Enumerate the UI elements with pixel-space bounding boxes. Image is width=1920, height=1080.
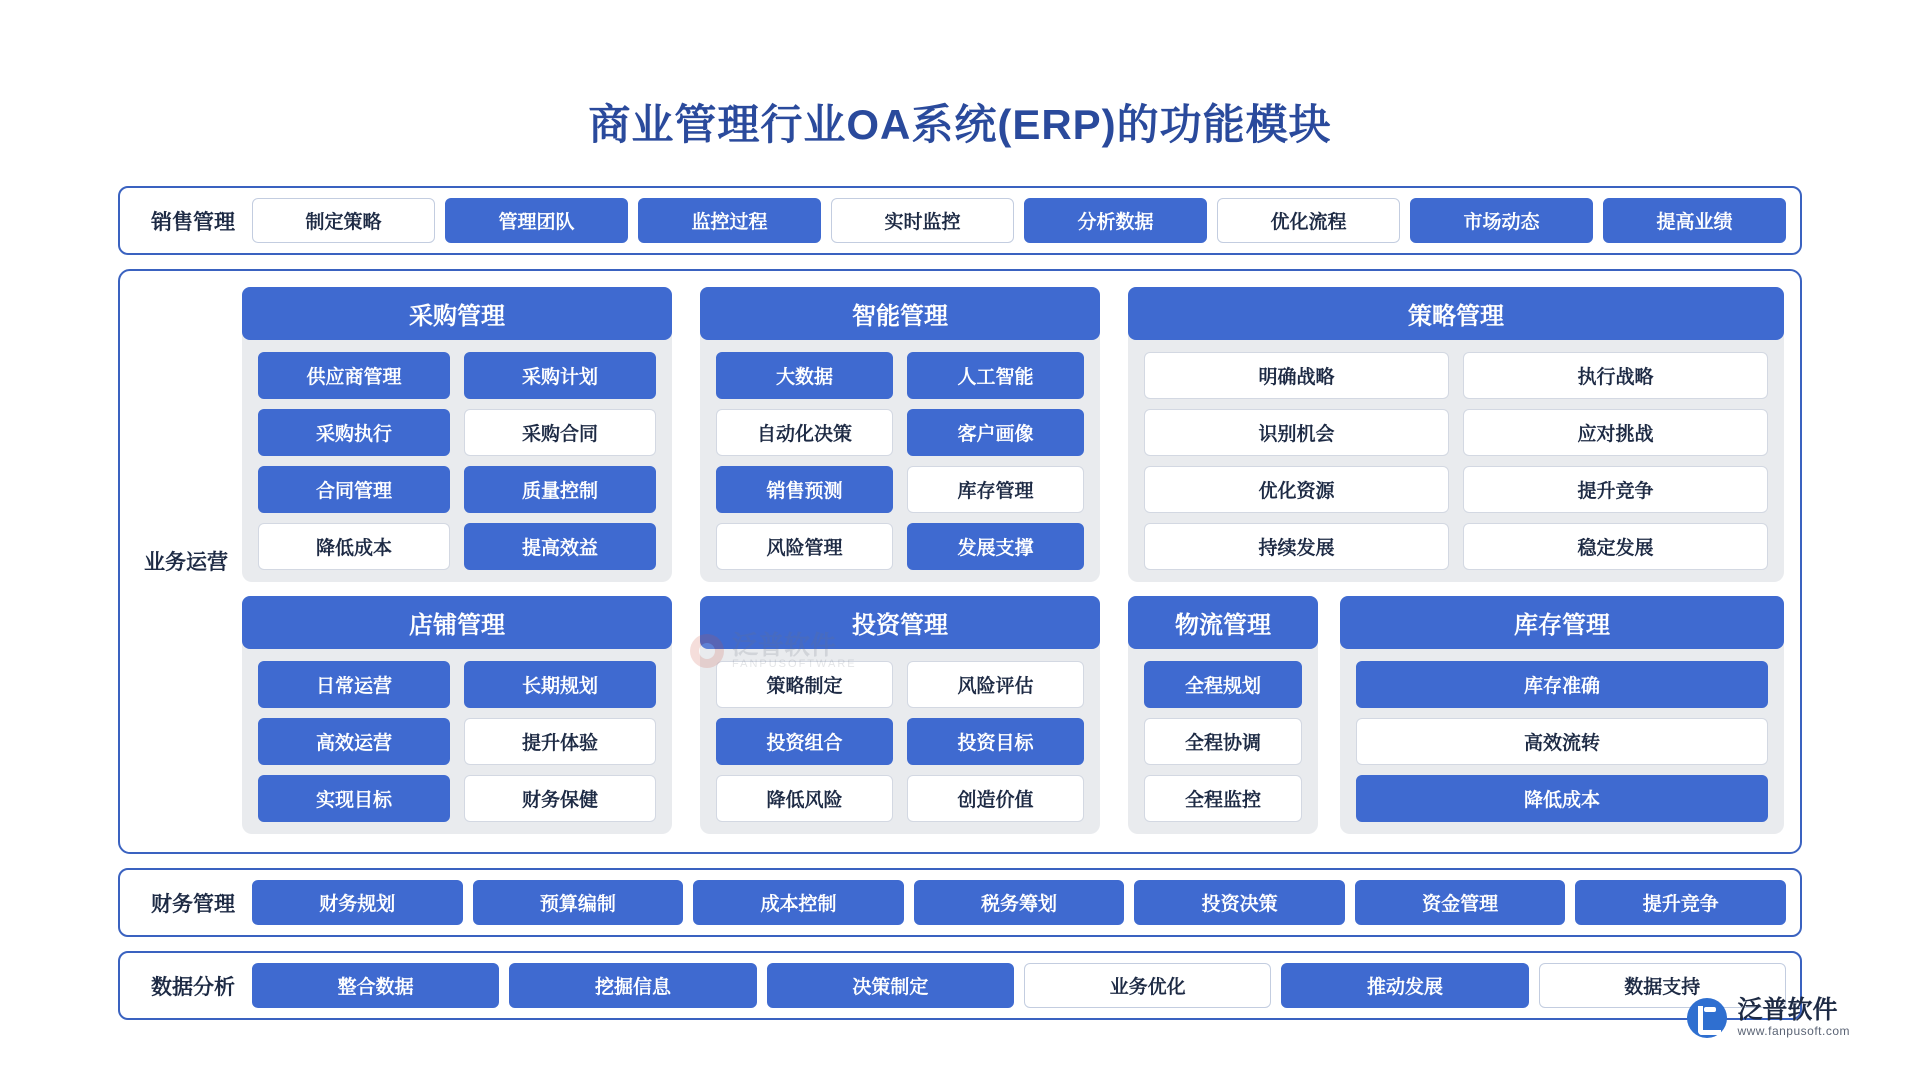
card-title-shop: 店铺管理: [242, 596, 672, 649]
purchase-item-6[interactable]: 质量控制: [464, 466, 656, 513]
data-analysis-items: [252, 963, 1786, 1008]
smart-item-8[interactable]: 发展支撑: [907, 523, 1084, 570]
strategy-item-8[interactable]: 稳定发展: [1463, 523, 1768, 570]
data-chip-5[interactable]: 推动发展: [1281, 963, 1528, 1008]
card-items-logistics: [1128, 661, 1318, 822]
data-chip-3[interactable]: 决策制定: [767, 963, 1014, 1008]
invest-item-4[interactable]: 投资目标: [907, 718, 1084, 765]
logistics-item-3[interactable]: 全程监控: [1144, 775, 1302, 822]
footer-logo: [1687, 997, 1850, 1038]
strategy-item-4[interactable]: 应对挑战: [1463, 409, 1768, 456]
logistics-item-2[interactable]: 全程协调: [1144, 718, 1302, 765]
finance-management-items: [252, 880, 1786, 925]
shop-item-5[interactable]: 实现目标: [258, 775, 450, 822]
smart-item-1[interactable]: 大数据: [716, 352, 893, 399]
sales-chip-5[interactable]: 分析数据: [1024, 198, 1207, 243]
finance-chip-1[interactable]: 财务规划: [252, 880, 463, 925]
finance-chip-2[interactable]: 预算编制: [473, 880, 684, 925]
strategy-item-3[interactable]: 识别机会: [1144, 409, 1449, 456]
finance-chip-4[interactable]: 税务筹划: [914, 880, 1125, 925]
strategy-item-7[interactable]: 持续发展: [1144, 523, 1449, 570]
smart-item-6[interactable]: 库存管理: [907, 466, 1084, 513]
company-logo-icon: [1687, 998, 1727, 1038]
sales-management-label: 销售管理: [151, 210, 235, 234]
business-operations-section: [118, 269, 1802, 854]
sales-chip-7[interactable]: 市场动态: [1410, 198, 1593, 243]
logistics-item-1[interactable]: 全程规划: [1144, 661, 1302, 708]
smart-item-4[interactable]: 客户画像: [907, 409, 1084, 456]
shop-item-6[interactable]: 财务保健: [464, 775, 656, 822]
card-stock-management: [1340, 596, 1784, 834]
operations-row-bottom: [242, 596, 1784, 834]
sales-chip-8[interactable]: 提高业绩: [1603, 198, 1786, 243]
footer-brand-name: 泛普软件: [1737, 996, 1838, 1025]
card-title-strategy: 策略管理: [1128, 287, 1784, 340]
data-chip-2[interactable]: 挖掘信息: [509, 963, 756, 1008]
card-items-strategy: [1128, 352, 1784, 570]
card-title-purchase: 采购管理: [242, 287, 672, 340]
sales-chip-2[interactable]: 管理团队: [445, 198, 628, 243]
card-logistics-management: [1128, 596, 1318, 834]
card-title-smart: 智能管理: [700, 287, 1100, 340]
purchase-item-2[interactable]: 采购计划: [464, 352, 656, 399]
invest-item-6[interactable]: 创造价值: [907, 775, 1084, 822]
purchase-item-7[interactable]: 降低成本: [258, 523, 450, 570]
strategy-item-2[interactable]: 执行战略: [1463, 352, 1768, 399]
card-items-stock: [1340, 661, 1784, 822]
sales-management-band: [118, 186, 1802, 255]
purchase-item-8[interactable]: 提高效益: [464, 523, 656, 570]
card-strategy-management: [1128, 287, 1784, 582]
smart-item-5[interactable]: 销售预测: [716, 466, 893, 513]
card-investment-management: [700, 596, 1100, 834]
footer-url: www.fanpusoft.com: [1737, 1023, 1850, 1038]
operations-grid: [242, 287, 1784, 834]
invest-item-2[interactable]: 风险评估: [907, 661, 1084, 708]
card-title-logistics: 物流管理: [1128, 596, 1318, 649]
finance-chip-5[interactable]: 投资决策: [1134, 880, 1345, 925]
smart-item-3[interactable]: 自动化决策: [716, 409, 893, 456]
page-title: 商业管理行业OA系统(ERP)的功能模块: [588, 101, 1332, 148]
card-shop-management: [242, 596, 672, 834]
sales-chip-4[interactable]: 实时监控: [831, 198, 1014, 243]
card-purchase-management: [242, 287, 672, 582]
invest-item-1[interactable]: 策略制定: [716, 661, 893, 708]
purchase-item-1[interactable]: 供应商管理: [258, 352, 450, 399]
card-smart-management: [700, 287, 1100, 582]
sales-chip-6[interactable]: 优化流程: [1217, 198, 1400, 243]
card-items-purchase: [242, 352, 672, 570]
data-chip-6[interactable]: 数据支持: [1539, 963, 1786, 1008]
footer-logo-text: [1737, 997, 1850, 1038]
strategy-item-5[interactable]: 优化资源: [1144, 466, 1449, 513]
business-operations-label: 业务运营: [144, 550, 228, 574]
sales-management-items: [252, 198, 1786, 243]
finance-chip-3[interactable]: 成本控制: [693, 880, 904, 925]
purchase-item-4[interactable]: 采购合同: [464, 409, 656, 456]
data-analysis-label: 数据分析: [151, 975, 235, 999]
invest-item-5[interactable]: 降低风险: [716, 775, 893, 822]
finance-management-band: [118, 868, 1802, 937]
strategy-item-6[interactable]: 提升竞争: [1463, 466, 1768, 513]
smart-item-2[interactable]: 人工智能: [907, 352, 1084, 399]
purchase-item-3[interactable]: 采购执行: [258, 409, 450, 456]
stock-item-2[interactable]: 高效流转: [1356, 718, 1768, 765]
operations-row-bottom-right: [1128, 596, 1784, 834]
strategy-item-1[interactable]: 明确战略: [1144, 352, 1449, 399]
shop-item-1[interactable]: 日常运营: [258, 661, 450, 708]
invest-item-3[interactable]: 投资组合: [716, 718, 893, 765]
smart-item-7[interactable]: 风险管理: [716, 523, 893, 570]
shop-item-2[interactable]: 长期规划: [464, 661, 656, 708]
card-items-invest: [700, 661, 1100, 822]
operations-row-top: [242, 287, 1784, 582]
finance-management-label: 财务管理: [151, 892, 235, 916]
sales-chip-3[interactable]: 监控过程: [638, 198, 821, 243]
card-items-shop: [242, 661, 672, 822]
finance-chip-7[interactable]: 提升竞争: [1575, 880, 1786, 925]
finance-chip-6[interactable]: 资金管理: [1355, 880, 1566, 925]
purchase-item-5[interactable]: 合同管理: [258, 466, 450, 513]
card-items-smart: [700, 352, 1100, 570]
stock-item-1[interactable]: 库存准确: [1356, 661, 1768, 708]
card-title-invest: 投资管理: [700, 596, 1100, 649]
data-analysis-band: [118, 951, 1802, 1020]
data-chip-4[interactable]: 业务优化: [1024, 963, 1271, 1008]
shop-item-3[interactable]: 高效运营: [258, 718, 450, 765]
data-chip-1[interactable]: 整合数据: [252, 963, 499, 1008]
sales-chip-1[interactable]: 制定策略: [252, 198, 435, 243]
card-title-stock: 库存管理: [1340, 596, 1784, 649]
stock-item-3[interactable]: 降低成本: [1356, 775, 1768, 822]
shop-item-4[interactable]: 提升体验: [464, 718, 656, 765]
